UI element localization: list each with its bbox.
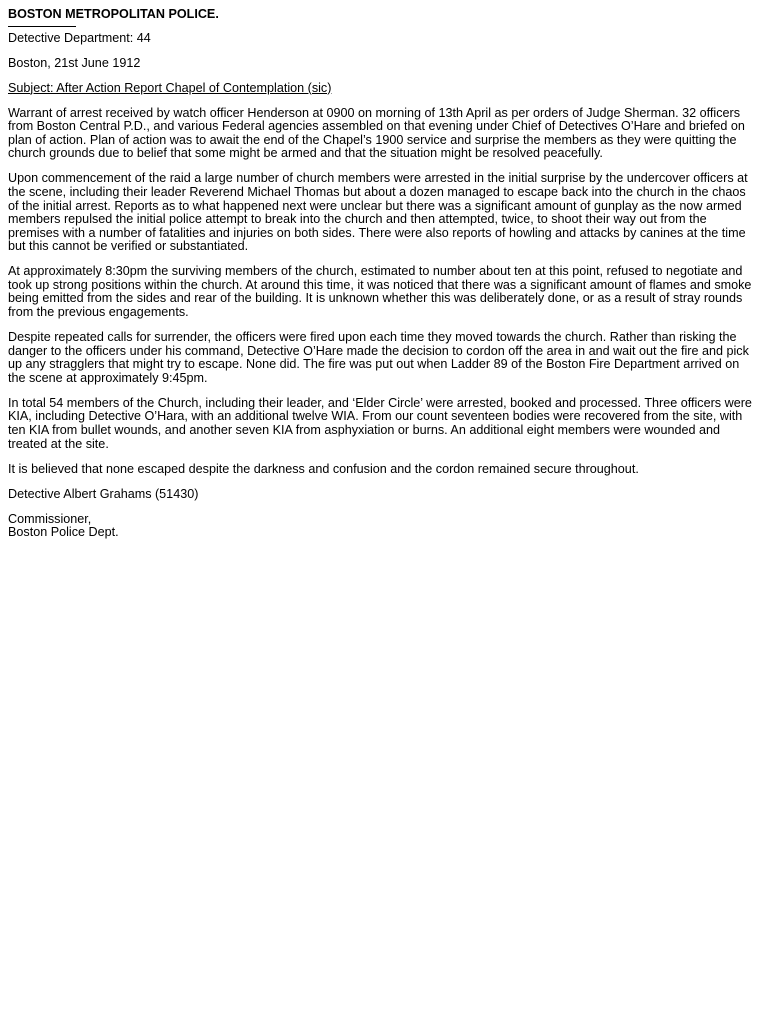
recipient-title: Commissioner, <box>8 511 92 526</box>
report-paragraph-6: It is believed that none escaped despite the darkness and confusion and the cordon remained secure throughout. <box>8 461 639 476</box>
signature-line: Detective Albert Grahams (51430) <box>8 486 199 501</box>
report-paragraph-4: Despite repeated calls for surrender, the officers were fired upon each time they moved towards the church. Rather than risking the danger to the officers under his command, Detective O’Hare made the decision to cordon off the area in and wait out the fire and pick up any stragglers that might try to escape. None did. The fire was put out when Ladder 89 of the Boston Fire Department arrived on the scene at approximately 9:45pm. <box>8 330 749 385</box>
report-paragraph-5: In total 54 members of the Church, including their leader, and ‘Elder Circle’ were arrested, booked and processed. Three officers were KIA, including Detective O’Hara, with an additional twelve WIA. From our count seventeen bodies were recovered from the site, with ten KIA from bullet wounds, and another seven KIA from asphyxiation or burns. An additional eight members were wounded and treated at the site. <box>8 395 752 451</box>
subject-line: Subject: After Action Report Chapel of Contemplation (sic) <box>8 80 332 95</box>
report-paragraph-1: Warrant of arrest received by watch officer Henderson at 0900 on morning of 13th April as per orders of Judge Sherman. 32 officers from Boston Central P.D., and various Federal agencies assembled on that evening under Chief of Detectives O’Hare and briefed on plan of action. Plan of action was to await the end of the Chapel’s 1900 service and surprise the members as they were quitting the church grounds due to belief that some might be armed and that the situation might be resolved peacefully. <box>8 105 745 161</box>
report-paragraph-3: At approximately 8:30pm the surviving members of the church, estimated to number about ten at this point, refused to negotiate and took up strong positions within the church. At around this time, it was noticed that there was a significant amount of flames and smoke being emitted from the sides and rear of the building. It is unknown whether this was deliberately done, or as a result of stray rounds from the previous engagements. <box>8 264 752 320</box>
department-line: Detective Department: 44 <box>8 30 151 45</box>
recipient-block <box>8 513 758 540</box>
letterhead-underline <box>8 26 76 27</box>
report-page <box>8 8 758 540</box>
recipient-organization: Boston Police Dept. <box>8 525 119 540</box>
letterhead-title: BOSTON METROPOLITAN POLICE. <box>8 7 219 21</box>
report-paragraph-2: Upon commencement of the raid a large number of church members were arrested in the initial surprise by the undercover officers at the scene, including their leader Reverend Michael Thomas but about a dozen managed to escape back into the church in the chaos of the initial arrest. Reports as to what happened next were unclear but there was a significant amount of gunplay as the now armed members repulsed the initial police attempt to break into the church and then attempted, twice, to shoot their way out from the premises with a number of fatalities and injuries on both sides. There were also reports of howling and attacks by canines at the time but this cannot be verified or substantiated. <box>8 171 748 254</box>
place-date-line: Boston, 21st June 1912 <box>8 55 141 70</box>
